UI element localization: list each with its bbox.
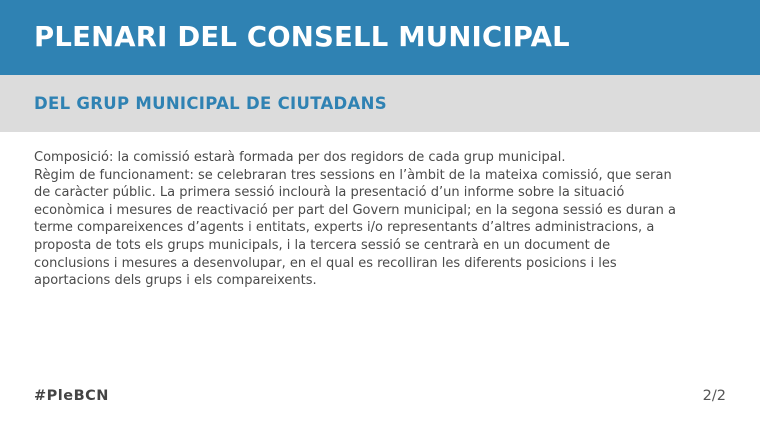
- body-line: conclusions i mesures a desenvolupar, en el qual es recolliran les diferents posicions i les: [34, 255, 617, 271]
- body-line: Règim de funcionament: se celebraran tres sessions en l’àmbit de la mateixa comissió, que seran: [34, 167, 672, 183]
- body-line: Composició: la comissió estarà formada per dos regidors de cada grup municipal.: [34, 150, 566, 165]
- hashtag: #PleBCN: [34, 388, 109, 404]
- title-bar: [0, 0, 760, 75]
- body-line: proposta de tots els grups municipals, i la tercera sessió se centrarà en un document de: [34, 237, 611, 253]
- subtitle-bar: [0, 75, 760, 132]
- page-title: PLENARI DEL CONSELL MUNICIPAL: [34, 21, 570, 53]
- body-text: [34, 149, 734, 290]
- body-line: aportacions dels grups i els compareixents.: [34, 273, 317, 289]
- body-line: de caràcter públic. La primera sessió inclourà la presentació d’un informe sobre la situació: [34, 185, 625, 201]
- page-number: 2/2: [702, 388, 726, 404]
- body-line: terme compareixences d’agents i entitats, experts i/o representants d’altres administracions, a: [34, 220, 655, 236]
- page-subtitle: DEL GRUP MUNICIPAL DE CIUTADANS: [34, 94, 387, 113]
- body-line: econòmica i mesures de reactivació per part del Govern municipal; en la segona sessió es duran a: [34, 202, 676, 218]
